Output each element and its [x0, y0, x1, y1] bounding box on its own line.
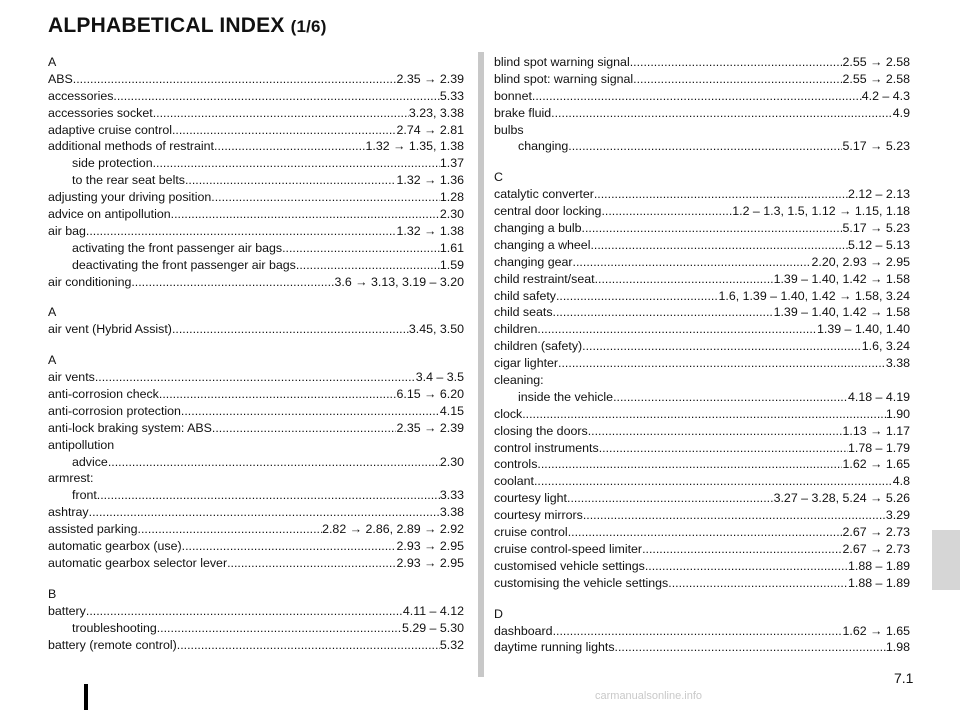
page-reference[interactable]: 1.61 — [439, 240, 464, 255]
index-term: air vents — [48, 370, 95, 385]
dot-leader — [599, 440, 848, 457]
index-term: bonnet — [494, 88, 532, 103]
index-term: accessories — [48, 88, 114, 103]
section-letter-heading: D — [494, 606, 503, 621]
page-reference[interactable]: 2.93 → 2.95 — [396, 539, 464, 554]
index-term: coolant — [494, 474, 534, 489]
index-subentry — [48, 454, 464, 471]
index-term: changing a wheel — [494, 237, 591, 252]
index-subentry — [48, 155, 464, 172]
dot-leader — [177, 637, 440, 654]
index-term: controls — [494, 457, 538, 472]
page-edge-mark — [84, 684, 88, 710]
chapter-thumb-tab — [932, 530, 960, 590]
dot-leader — [595, 271, 774, 288]
dot-leader — [522, 406, 886, 423]
index-entry — [494, 321, 910, 338]
index-term: advice — [72, 454, 108, 469]
index-term: control instruments — [494, 440, 599, 455]
dot-leader — [131, 274, 334, 291]
dot-leader — [108, 454, 440, 471]
index-term: air bag — [48, 223, 86, 238]
index-term: adjusting your driving position — [48, 190, 212, 205]
dot-leader — [86, 603, 403, 620]
dot-leader — [172, 321, 409, 338]
index-entry — [494, 490, 910, 507]
index-term: battery — [48, 603, 86, 618]
page-reference[interactable]: 1.62 → 1.65 — [842, 623, 910, 638]
dot-leader — [182, 538, 397, 555]
page-reference[interactable]: 2.67 → 2.73 — [842, 541, 910, 556]
index-term: ashtray — [48, 505, 89, 520]
page-reference[interactable]: 1.88 – 1.89 — [847, 575, 910, 590]
index-entry — [48, 555, 464, 572]
index-term: cruise control-speed limiter — [494, 541, 643, 556]
watermark: carmanualsonline.info — [595, 690, 703, 702]
index-entry — [48, 274, 464, 291]
dot-leader — [568, 524, 843, 541]
index-entry — [494, 406, 910, 423]
index-entry — [494, 237, 910, 254]
index-subentry — [494, 389, 910, 406]
page-reference[interactable]: 3.27 – 3.28, 5.24 → 5.26 — [773, 491, 910, 506]
index-term: clock — [494, 406, 523, 421]
dot-leader — [159, 386, 397, 403]
section-letter-heading: A — [48, 55, 57, 69]
index-term: courtesy light — [494, 491, 568, 506]
section-spacer — [48, 338, 464, 352]
page-reference[interactable]: 3.6 → 3.13, 3.19 – 3.20 — [334, 274, 464, 289]
index-term: brake fluid — [494, 105, 552, 120]
index-term: ABS — [48, 71, 73, 86]
dot-leader — [86, 223, 397, 240]
index-term: air conditioning — [48, 274, 132, 289]
dot-leader — [594, 186, 848, 203]
page-reference[interactable]: 3.45, 3.50 — [408, 322, 464, 337]
page-reference[interactable]: 1.62 → 1.65 — [842, 457, 910, 472]
index-entry — [494, 623, 910, 640]
page-reference[interactable]: 2.74 → 2.81 — [396, 122, 464, 137]
dot-leader — [95, 369, 416, 386]
index-term: anti-lock braking system: ABS — [48, 420, 212, 435]
index-term: dashboard — [494, 623, 553, 638]
page-reference[interactable]: 1.39 – 1.40, 1.42 → 1.58 — [773, 271, 910, 286]
page-reference[interactable]: 2.82 → 2.86, 2.89 → 2.92 — [322, 522, 464, 537]
dot-leader — [553, 304, 774, 321]
dot-leader — [537, 456, 842, 473]
index-entry — [48, 369, 464, 386]
index-entry — [48, 420, 464, 437]
page-reference[interactable]: 1.39 – 1.40, 1.42 → 1.58 — [773, 305, 910, 320]
index-term: battery (remote control) — [48, 637, 177, 652]
index-term: children — [494, 322, 538, 337]
dot-leader — [97, 487, 440, 504]
dot-leader — [89, 504, 440, 521]
dot-leader — [558, 355, 886, 372]
page-reference[interactable]: 1.78 – 1.79 — [847, 440, 910, 455]
dot-leader — [181, 403, 440, 420]
index-subentry — [48, 487, 464, 504]
index-term: air vent (Hybrid Assist) — [48, 322, 172, 337]
index-entry — [48, 603, 464, 620]
index-term: blind spot warning signal — [494, 55, 630, 69]
page-reference[interactable]: 2.35 → 2.39 — [396, 71, 464, 86]
index-entry — [494, 186, 910, 203]
dot-leader — [601, 203, 732, 220]
column-divider — [478, 52, 484, 677]
index-subentry — [48, 240, 464, 257]
index-term: advice on antipollution — [48, 207, 171, 222]
index-entry — [494, 71, 910, 88]
page-reference[interactable]: 3.23, 3.38 — [408, 105, 464, 120]
index-term: changing gear — [494, 254, 573, 269]
index-term: changing — [518, 139, 569, 154]
index-group-label: armrest: — [48, 471, 94, 486]
page-reference[interactable]: 1.88 – 1.89 — [847, 558, 910, 573]
page-reference[interactable]: 3.38 — [439, 505, 464, 520]
index-entry — [494, 54, 910, 71]
page-reference[interactable]: 4.8 — [892, 474, 910, 489]
section-spacer — [494, 592, 910, 606]
index-term: front — [72, 488, 97, 503]
dot-leader — [556, 288, 719, 305]
index-term: anti-corrosion check — [48, 387, 159, 402]
index-term: closing the doors — [494, 423, 588, 438]
page-reference[interactable]: 2.30 — [439, 454, 464, 469]
index-term: anti-corrosion protection — [48, 403, 181, 418]
index-entry — [494, 524, 910, 541]
index-term: automatic gearbox (use) — [48, 539, 182, 554]
page-title — [48, 14, 327, 38]
dot-leader — [583, 507, 886, 524]
index-entry — [494, 507, 910, 524]
dot-leader — [212, 420, 397, 437]
page-reference[interactable]: 4.9 — [892, 105, 910, 120]
page-reference[interactable]: 5.12 – 5.13 — [847, 237, 910, 252]
dot-leader — [537, 321, 817, 338]
index-term: daytime running lights — [494, 640, 615, 655]
dot-leader — [153, 105, 409, 122]
page-reference[interactable]: 5.29 – 5.30 — [401, 620, 464, 635]
index-group-label: bulbs — [494, 122, 524, 137]
index-group-label: antipollution — [48, 437, 115, 452]
index-entry — [48, 189, 464, 206]
index-column-left — [48, 54, 464, 653]
index-subentry — [48, 620, 464, 637]
index-term: changing a bulb — [494, 221, 582, 236]
index-entry — [494, 254, 910, 271]
index-term: troubleshooting — [72, 620, 157, 635]
page-reference[interactable]: 1.32 → 1.36 — [396, 173, 464, 188]
page-reference[interactable]: 2.35 → 2.39 — [396, 420, 464, 435]
section-letter-heading: B — [48, 586, 57, 601]
page-reference[interactable]: 2.20, 2.93 → 2.95 — [811, 254, 910, 269]
index-entry — [494, 558, 910, 575]
page-reference[interactable]: 3.38 — [885, 356, 910, 371]
index-entry — [494, 105, 910, 122]
index-entry — [48, 105, 464, 122]
dot-leader — [214, 138, 365, 155]
dot-leader — [645, 558, 848, 575]
dot-leader — [568, 138, 842, 155]
dot-leader — [582, 338, 862, 355]
index-entry — [494, 575, 910, 592]
index-term: blind spot: warning signal — [494, 71, 634, 86]
index-subentry — [48, 172, 464, 189]
page-reference[interactable]: 2.55 → 2.58 — [842, 55, 910, 69]
page-reference[interactable]: 3.29 — [885, 508, 910, 523]
dot-leader — [227, 555, 396, 572]
dot-leader — [582, 220, 843, 237]
page-title-part: (1/6) — [290, 17, 327, 36]
dot-leader — [633, 71, 842, 88]
dot-leader — [668, 575, 848, 592]
index-entry — [48, 321, 464, 338]
index-term: customising the vehicle settings — [494, 575, 669, 590]
page-reference[interactable]: 2.12 – 2.13 — [847, 187, 910, 202]
index-entry — [494, 288, 910, 305]
index-entry — [48, 223, 464, 240]
index-entry — [48, 386, 464, 403]
index-term: courtesy mirrors — [494, 508, 583, 523]
page-reference[interactable]: 1.98 — [885, 640, 910, 655]
index-term: inside the vehicle — [518, 389, 614, 404]
index-entry — [48, 637, 464, 654]
page-reference[interactable]: 5.33 — [439, 88, 464, 103]
index-term: catalytic converter — [494, 187, 594, 202]
page-reference[interactable]: 5.17 → 5.23 — [842, 221, 910, 236]
dot-leader — [588, 423, 843, 440]
page-reference[interactable]: 2.55 → 2.58 — [842, 71, 910, 86]
index-subentry — [48, 257, 464, 274]
index-term: customised vehicle settings — [494, 558, 645, 573]
dot-leader — [113, 88, 439, 105]
dot-leader — [157, 620, 402, 637]
page-reference[interactable]: 4.15 — [439, 403, 464, 418]
index-term: to the rear seat belts — [72, 173, 185, 188]
index-column-right — [494, 54, 910, 656]
section-spacer — [494, 155, 910, 169]
index-term: cigar lighter — [494, 356, 559, 371]
index-term: adaptive cruise control — [48, 122, 172, 137]
page-reference[interactable]: 2.67 → 2.73 — [842, 525, 910, 540]
index-term: child safety — [494, 288, 556, 303]
index-entry — [494, 88, 910, 105]
index-entry — [48, 122, 464, 139]
index-term: activating the front passenger air bags — [72, 240, 283, 255]
page-title-main: ALPHABETICAL INDEX — [48, 14, 285, 37]
index-entry — [48, 521, 464, 538]
page-reference[interactable]: 1.13 → 1.17 — [842, 423, 910, 438]
index-entry — [494, 203, 910, 220]
index-group-label: cleaning: — [494, 373, 544, 388]
index-entry — [48, 403, 464, 420]
index-term: assisted parking — [48, 522, 138, 537]
page-reference[interactable]: 1.32 → 1.38 — [396, 223, 464, 238]
page-reference[interactable]: 4.2 – 4.3 — [861, 88, 910, 103]
index-entry — [48, 138, 464, 155]
page-reference[interactable]: 1.59 — [439, 257, 464, 272]
index-term: automatic gearbox selector lever — [48, 555, 228, 570]
dot-leader — [630, 54, 843, 71]
dot-leader — [532, 88, 862, 105]
dot-leader — [573, 254, 812, 271]
index-subentry — [494, 138, 910, 155]
index-term: children (safety) — [494, 339, 583, 354]
index-entry — [494, 304, 910, 321]
index-entry — [48, 504, 464, 521]
index-entry — [494, 456, 910, 473]
page-reference[interactable]: 1.6, 1.39 – 1.40, 1.42 → 1.58, 3.24 — [718, 288, 910, 303]
page-reference[interactable]: 1.2 – 1.3, 1.5, 1.12 → 1.15, 1.18 — [732, 204, 910, 219]
index-entry — [48, 71, 464, 88]
index-entry — [48, 538, 464, 555]
section-letter-heading: A — [48, 305, 57, 320]
dot-leader — [642, 541, 842, 558]
section-spacer — [48, 572, 464, 586]
dot-leader — [138, 521, 323, 538]
page-reference[interactable]: 3.33 — [439, 488, 464, 503]
dot-leader — [172, 122, 397, 139]
dot-leader — [551, 105, 893, 122]
index-entry — [494, 423, 910, 440]
page-reference[interactable]: 1.6, 3.24 — [861, 339, 910, 354]
section-letter-heading: A — [48, 353, 57, 368]
page-reference[interactable]: 1.37 — [439, 156, 464, 171]
section-spacer — [48, 290, 464, 304]
index-term: child seats — [494, 305, 553, 320]
page-reference[interactable]: 1.32 → 1.35, 1.38 — [365, 139, 464, 154]
page-reference[interactable]: 4.11 – 4.12 — [402, 603, 464, 618]
dot-leader — [153, 155, 440, 172]
dot-leader — [171, 206, 440, 223]
index-entry — [48, 206, 464, 223]
section-letter-heading: C — [494, 170, 503, 185]
dot-leader — [534, 473, 893, 490]
index-entry — [494, 639, 910, 656]
dot-leader — [185, 172, 397, 189]
index-entry — [494, 440, 910, 457]
index-entry — [48, 88, 464, 105]
page-reference[interactable]: 2.30 — [439, 207, 464, 222]
index-term: cruise control — [494, 525, 568, 540]
index-term: accessories socket — [48, 105, 153, 120]
dot-leader — [553, 623, 843, 640]
page-reference[interactable]: 5.32 — [439, 637, 464, 652]
page-reference[interactable]: 2.93 → 2.95 — [396, 555, 464, 570]
dot-leader — [211, 189, 440, 206]
page-reference[interactable]: 1.28 — [439, 190, 464, 205]
page-reference[interactable]: 3.4 – 3.5 — [415, 370, 464, 385]
dot-leader — [615, 639, 886, 656]
page-reference[interactable]: 4.18 – 4.19 — [847, 389, 910, 404]
dot-leader — [73, 71, 397, 88]
page-reference[interactable]: 5.17 → 5.23 — [842, 139, 910, 154]
index-term: side protection — [72, 156, 153, 171]
page-reference[interactable]: 6.15 → 6.20 — [396, 387, 464, 402]
index-entry — [494, 355, 910, 372]
index-entry — [494, 338, 910, 355]
index-entry — [494, 473, 910, 490]
dot-leader — [296, 257, 440, 274]
dot-leader — [567, 490, 774, 507]
page-number: 7.1 — [894, 670, 914, 686]
dot-leader — [613, 389, 848, 406]
index-term: additional methods of restraint — [48, 139, 214, 154]
page-reference[interactable]: 1.39 – 1.40, 1.40 — [816, 322, 910, 337]
page-reference[interactable]: 1.90 — [885, 406, 910, 421]
dot-leader — [590, 237, 848, 254]
index-term: deactivating the front passenger air bags — [72, 257, 296, 272]
index-entry — [494, 271, 910, 288]
index-entry — [494, 541, 910, 558]
index-term: central door locking — [494, 204, 602, 219]
index-term: child restraint/seat — [494, 271, 595, 286]
dot-leader — [282, 240, 440, 257]
index-entry — [494, 220, 910, 237]
